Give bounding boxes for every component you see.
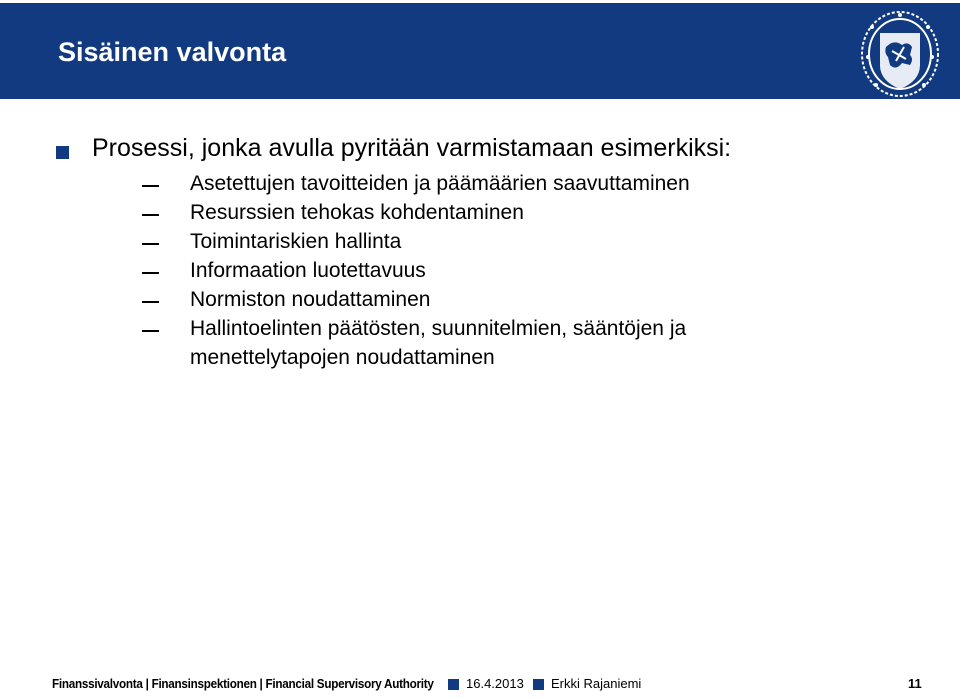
sub-bullet-text: Normiston noudattaminen [190, 288, 431, 311]
square-bullet-icon [56, 146, 69, 159]
square-bullet-icon [448, 679, 459, 690]
slide-footer [52, 676, 932, 694]
sub-bullet-text: Resurssien tehokas kohdentaminen [190, 201, 524, 224]
main-bullet-text: Prosessi, jonka avulla pyritään varmistamaan esimerkiksi: [92, 134, 732, 162]
sub-bullet-text-continuation: menettelytapojen noudattaminen [190, 346, 495, 369]
dash-bullet-icon [142, 330, 159, 332]
dash-bullet-icon [142, 272, 159, 274]
sub-bullet-text: Toimintariskien hallinta [190, 230, 402, 253]
sub-bullet-text: Informaation luotettavuus [190, 259, 426, 282]
footer-date: 16.4.2013 [466, 676, 524, 691]
page-number: 11 [908, 676, 922, 691]
dash-bullet-icon [142, 185, 159, 187]
footer-organization: Finanssivalvonta | Finansinspektionen | Financial Supervisory Authority [52, 676, 434, 691]
footer-author: Erkki Rajaniemi [551, 676, 642, 691]
sub-bullet-text: Asetettujen tavoitteiden ja päämäärien saavuttaminen [190, 172, 690, 195]
finland-lion-emblem-icon [856, 7, 944, 101]
slide-title: Sisäinen valvonta [58, 37, 287, 67]
dash-bullet-icon [142, 301, 159, 303]
dash-bullet-icon [142, 243, 159, 245]
square-bullet-icon [533, 679, 544, 690]
dash-bullet-icon [142, 214, 159, 216]
sub-bullet-text: Hallintoelinten päätösten, suunnitelmien, sääntöjen ja [190, 317, 687, 340]
title-bar [0, 3, 960, 99]
